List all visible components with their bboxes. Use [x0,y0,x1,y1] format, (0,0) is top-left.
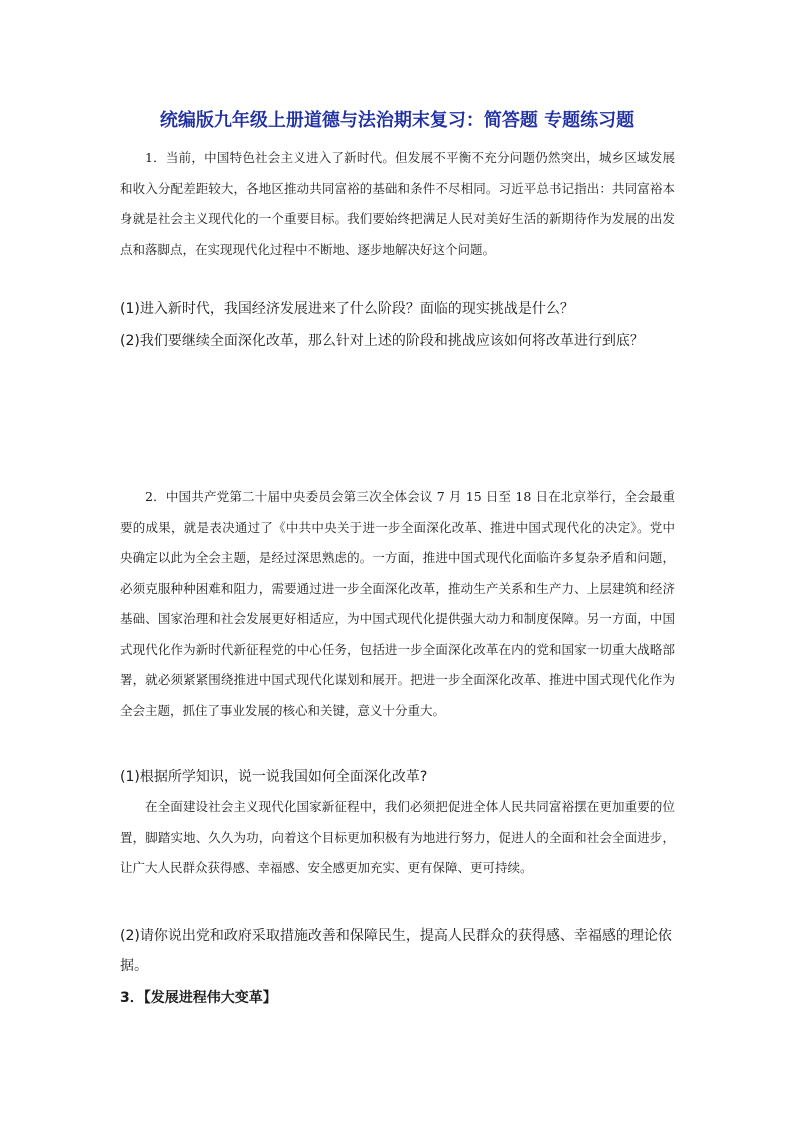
question-1-sub-1: (1)进入新时代，我国经济发展进来了什么阶段？面临的现实挑战是什么？ [120,301,574,317]
page-title: 统编版九年级上册道德与法治期末复习：简答题 专题练习题 [159,110,635,131]
question-2-material-2: 在全面建设社会主义现代化国家新征程中，我们必须把促进全体人民共同富裕摆在更加重要的位置，脚踏实地、久久为功，向着这个目标更加积极有为地进行努力，促进人的全面和社会全面进步，让广大人民群众获得感、幸福感、安全感更加充实、更有保障、更可持续。 [120,799,675,875]
question-2-material: 2．中国共产党第二十届中央委员会第三次全体会议 7 月 15 日至 18 日在北京举行，全会最重要的成果，就是表决通过了《中共中央关于进一步全面深化改革、推进中国式现代化的决定》。党中央确定以此为全会主题，是经过深思熟虑的。一方面，推进中国式现代化面临许多复杂矛盾和问题，必须克服种种困难和阻力，需要通过进一步全面深化改革，推动生产关系和生产力、上层建筑和经济基础、国家治理和社会发展更好相适应，为中国式现代化提供强大动力和制度保障。另一方面，中国式现代化作为新时代新征程党的中心任务，包括进一步全面深化改革在内的党和国家一切重大战略部署，就必须紧紧围绕推进中国式现代化谋划和展开。把进一步全面深化改革、推进中国式现代化作为全会主题，抓住了事业发展的核心和关键，意义十分重大。 [120,489,675,718]
question-2-sub-1: (1)根据所学知识，说一说我国如何全面深化改革? [120,769,428,785]
question-1-material: 1．当前，中国特色社会主义进入了新时代。但发展不平衡不充分问题仍然突出，城乡区域发展和收入分配差距较大，各地区推动共同富裕的基础和条件不尽相同。习近平总书记指出：共同富裕本身就是社会主义现代化的一个重要目标。我们要始终把满足人民对美好生活的新期待作为发展的出发点和落脚点，在实现现代化过程中不断地、逐步地解决好这个问题。 [120,150,675,257]
question-3-heading: 3．【发展进程伟大变革】 [120,990,277,1006]
question-1-sub-2: (2)我们要继续全面深化改革，那么针对上述的阶段和挑战应该如何将改革进行到底？ [120,333,644,349]
question-2-sub-2: (2)请你说出党和政府采取措施改善和保障民生，提高人民群众的获得感、幸福感的理论依据。 [120,928,672,974]
